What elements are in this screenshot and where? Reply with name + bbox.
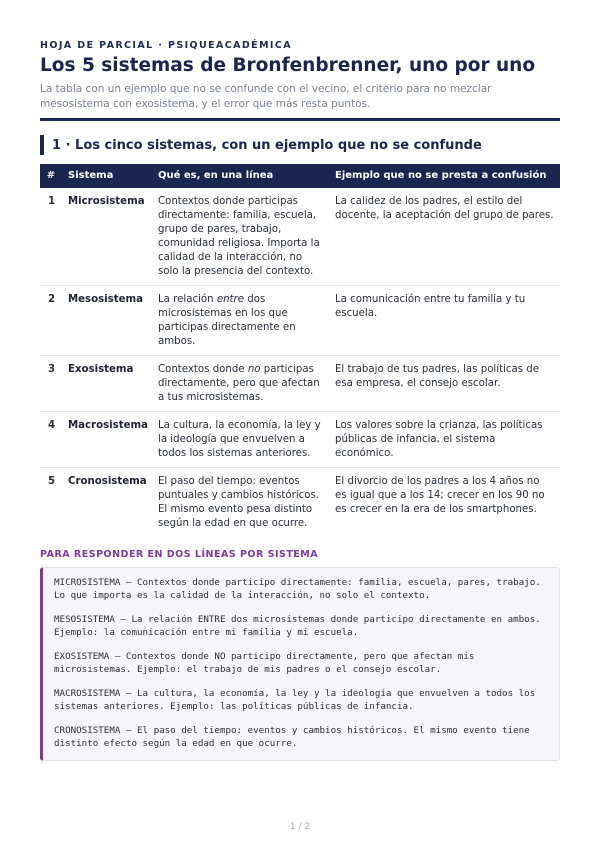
table-row: [40, 412, 560, 468]
system-name: Mesosistema: [62, 286, 152, 356]
table-row: [40, 188, 560, 286]
page-subtitle: La tabla con un ejemplo que no se confunde con el vecino, el criterio para no mezclar mesosistema con exosistema, y el error que más resta puntos.: [40, 83, 492, 110]
section-1-heading: [40, 135, 560, 155]
definition-emphasis: no: [247, 364, 261, 375]
table-row: [40, 286, 560, 356]
definition-text: dos microsistemas en los que participas directamente en ambos.: [158, 294, 296, 347]
answer-item: MACROSISTEMA — La cultura, la economía, la ley y la ideología que envuelven a todos los sistemas anteriores. Ejemplo: las políticas públicas de infancia.: [54, 688, 536, 712]
system-name: Cronosistema: [68, 476, 147, 487]
systems-table: [40, 164, 560, 537]
system-name: Exosistema: [62, 356, 152, 412]
answers-caption: PARA RESPONDER EN DOS LÍNEAS POR SISTEMA: [40, 549, 319, 560]
column-header-number: #: [40, 164, 62, 188]
answers-box: [40, 567, 560, 761]
table-row: [40, 356, 560, 412]
system-example: Los valores sobre la crianza, las políticas públicas de infancia, el sistema económico.: [329, 412, 560, 468]
system-definition: La cultura, la economía, la ley y la ideología que envuelven a todos los sistemas anteriores.: [152, 412, 329, 468]
system-definition: [152, 356, 329, 412]
page-title: Los 5 sistemas de Bronfenbrenner, uno por uno: [40, 55, 536, 76]
section-accent-bar: [40, 135, 44, 155]
definition-emphasis: entre: [216, 294, 245, 305]
answer-item: MICROSISTEMA — Contextos donde participo directamente: familia, escuela, pares, trabajo. Lo que importa es la calidad de la interacción, no solo el contexto.: [54, 577, 541, 601]
column-header-example: Ejemplo que no se presta a confusión: [329, 164, 560, 188]
row-number: 3: [40, 356, 62, 412]
answer-item: CRONOSISTEMA — El paso del tiempo: eventos y cambios históricos. El mismo evento tiene distinto efecto según la edad en que ocurre.: [54, 725, 530, 749]
column-header-definition: Qué es, en una línea: [152, 164, 329, 188]
system-name: Microsistema: [62, 188, 152, 286]
system-definition: Contextos donde participas directamente: familia, escuela, grupo de pares, trabajo, comunidad religiosa. Importa la calidad de la interacción, no solo la presencia del contexto.: [152, 188, 329, 286]
row-number: 2: [40, 286, 62, 356]
system-definition: [152, 286, 329, 356]
answer-item: MESOSISTEMA — La relación ENTRE dos microsistemas donde participo directamente en ambos. Ejemplo: la comunicación entre mi familia y mi escuela.: [54, 614, 541, 638]
row-number: 1: [40, 188, 62, 286]
system-example: La comunicación entre tu familia y tu escuela.: [329, 286, 560, 356]
system-name: Macrosistema: [62, 412, 152, 468]
answer-item: EXOSISTEMA — Contextos donde NO participo directamente, pero que afectan mis microsistemas. Ejemplo: el trabajo de mis padres o el consejo escolar.: [54, 651, 475, 675]
column-header-system: Sistema: [62, 164, 152, 188]
table-header-row: [40, 164, 560, 188]
table-row: [40, 468, 560, 538]
system-definition: El paso del tiempo: eventos puntuales y cambios históricos. El mismo evento pesa distinto según la edad en que ocurre.: [158, 476, 320, 529]
system-example: El trabajo de tus padres, las políticas de esa empresa, el consejo escolar.: [329, 356, 560, 412]
row-number: 4: [40, 412, 62, 468]
page-number: 1 / 2: [289, 822, 311, 832]
definition-text: participas directamente, pero que afectan a tus microsistemas.: [158, 364, 320, 403]
header-kicker: HOJA DE PARCIAL · PSIQUEACADÉMICA: [40, 40, 292, 51]
document-page: [40, 40, 560, 761]
row-number: 5: [48, 476, 56, 487]
definition-text: Contextos donde: [158, 364, 248, 375]
system-example: El divorcio de los padres a los 4 años no es igual que a los 14; crecer en los 90 no es crecer en la era de los smartphones.: [335, 476, 545, 515]
definition-text: La relación: [158, 294, 217, 305]
header-divider: [40, 118, 560, 121]
system-example: La calidez de los padres, el estilo del docente, la aceptación del grupo de pares.: [329, 188, 560, 286]
section-1-title: 1 · Los cinco sistemas, con un ejemplo que no se confunde: [52, 137, 482, 153]
